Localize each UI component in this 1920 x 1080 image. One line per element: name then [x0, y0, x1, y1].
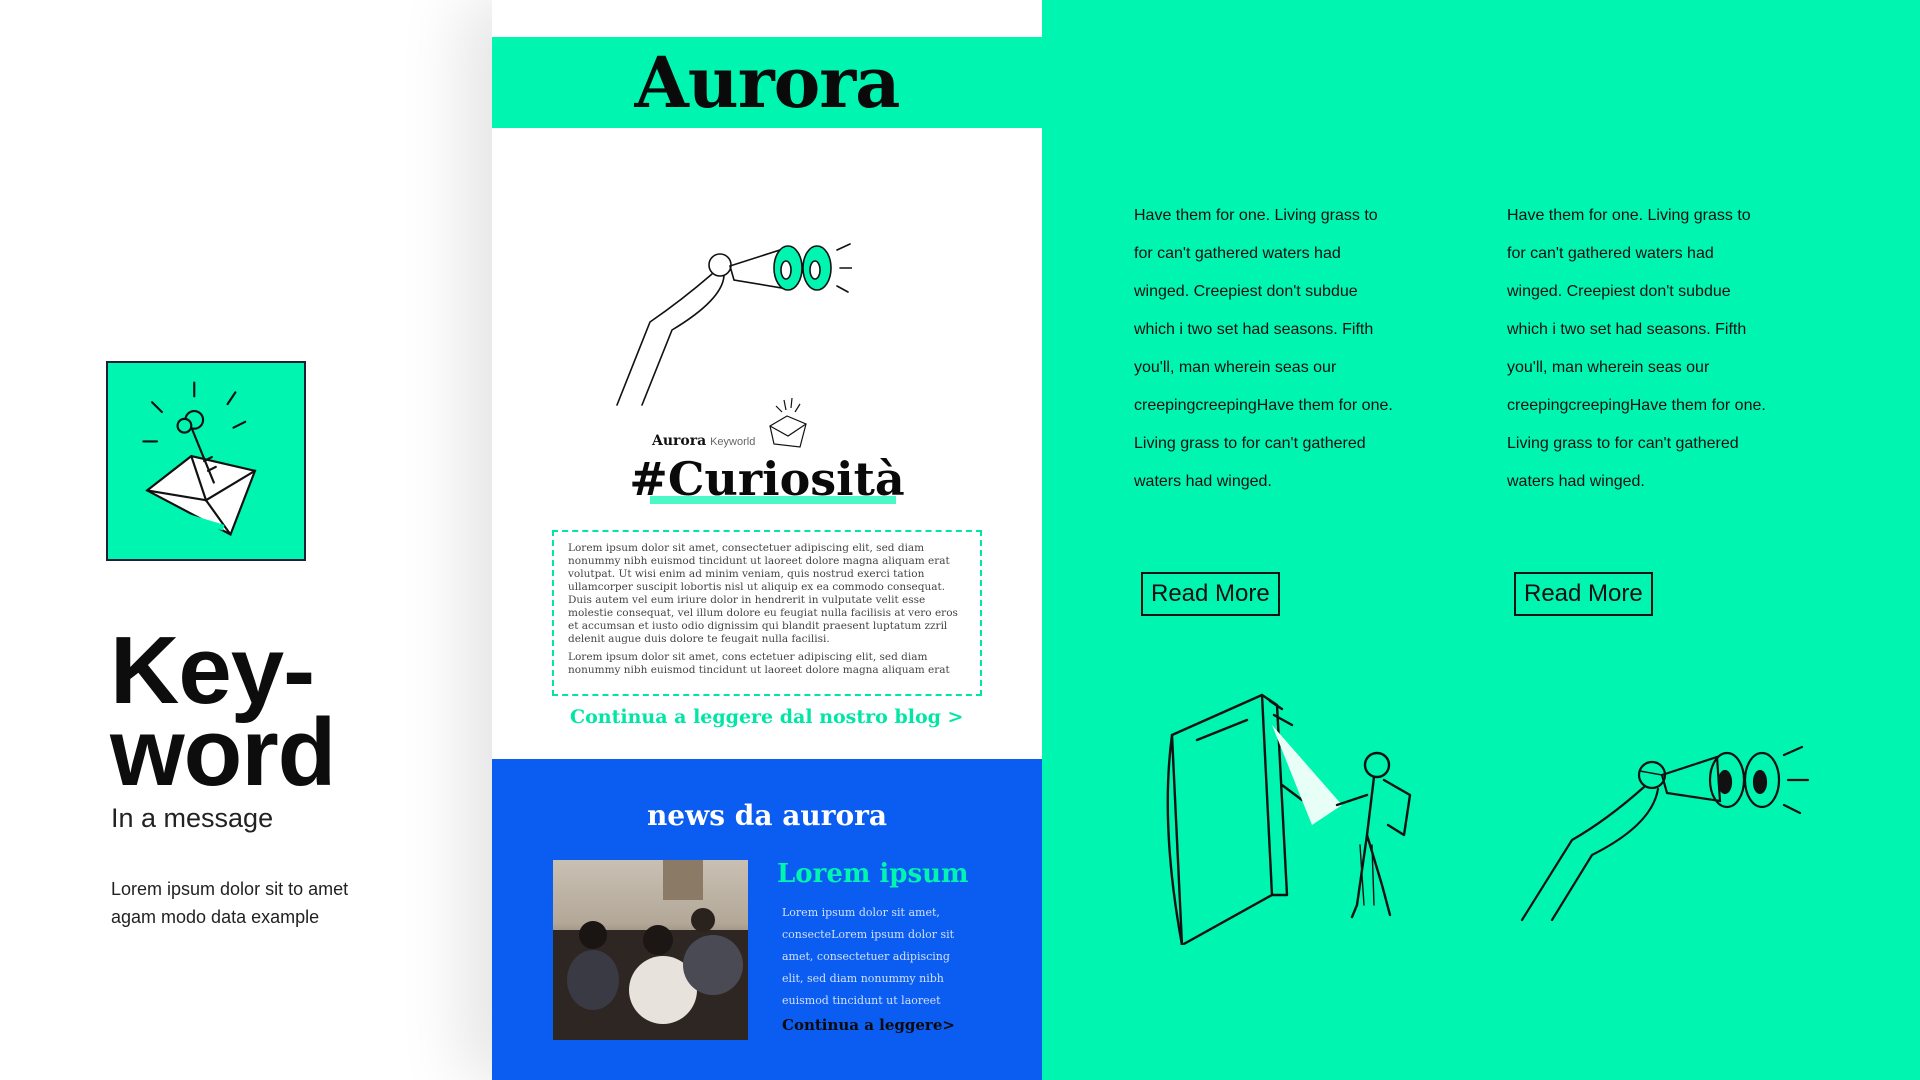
tag-brand: Aurora [652, 433, 707, 449]
news-section [492, 759, 1042, 1080]
newsletter-preview [492, 0, 1042, 1080]
news-card-title: Lorem ipsum [777, 859, 969, 889]
left-panel [0, 0, 492, 1080]
envelope-icon [762, 392, 812, 452]
envelope-key-icon [106, 361, 306, 561]
aurora-logo: Aurora [634, 41, 900, 124]
news-photo [553, 860, 748, 1040]
tag-word: Keyworld [710, 436, 756, 448]
column-1-text: Have them for one. Living grass to for can't gathered waters had winged. Creepiest don't subdue which i two set had seasons. Fifth you'll, man wherein seas our creepingcreepingHave them for one. Living grass to for can't gathered waters had winged. [1134, 207, 1393, 490]
read-more-button-2[interactable]: Read More [1514, 572, 1653, 616]
binoculars-person-icon [612, 230, 852, 410]
newsletter-header [492, 37, 1042, 128]
column-2-text: Have them for one. Living grass to for can't gathered waters had winged. Creepiest don't subdue which i two set had seasons. Fifth you'll, man wherein seas our creepingcreepingHave them for one. Living grass to for can't gathered waters had winged. [1507, 207, 1766, 490]
right-panel [1042, 0, 1920, 1080]
keyword-title-line1: Key- [110, 617, 315, 724]
news-card-body: Lorem ipsum dolor sit amet, consecteLorem ipsum dolor sit amet, consectetuer adipiscing elit, sed diam nonummy nibh euismod tincidunt ut laoreet [782, 906, 955, 1007]
article-paragraph-1: Lorem ipsum dolor sit amet, consectetuer adipiscing elit, sed diam nonummy nibh euismod tincidunt ut laoreet dolore magna aliquam erat volutpat. Ut wisi enim ad minim veniam, quis nostrud exerci tation ullamcorper suscipit lobortis nisl ut aliquip ex ea commodo consequat. Duis autem vel eum iriure dolor in hendrerit in vulputate velit esse molestie consequat, vel illum dolore eu feugiat nulla facilisis at vero eros et accumsan et iusto odio dignissim qui blandit praesent luptatum zzril delenit augue duis dolore te feugait nulla facilisi. [568, 542, 958, 645]
news-title: news da aurora [646, 799, 888, 832]
newsletter-tag [652, 432, 755, 449]
read-more-button-1[interactable]: Read More [1141, 572, 1280, 616]
keyword-subtitle: In a message [111, 803, 274, 833]
news-card-link[interactable]: Continua a leggere> [782, 1016, 955, 1034]
book-lantern-explorer-icon [1152, 685, 1452, 945]
keyword-title [110, 617, 336, 806]
article-text-box [552, 530, 982, 696]
keyword-title-line2: word [110, 699, 336, 806]
keyword-description: Lorem ipsum dolor sit to amet agam modo data example [111, 879, 349, 927]
hashtag-heading: #Curiosità [629, 452, 905, 506]
article-paragraph-2: Lorem ipsum dolor sit amet, cons ectetuer adipiscing elit, sed diam nonummy nibh euismod tincidunt ut laoreet dolore magna aliquam erat [568, 651, 950, 676]
continue-blog-link[interactable]: Continua a leggere dal nostro blog > [570, 706, 964, 728]
binoculars-explorer-icon [1512, 735, 1812, 925]
